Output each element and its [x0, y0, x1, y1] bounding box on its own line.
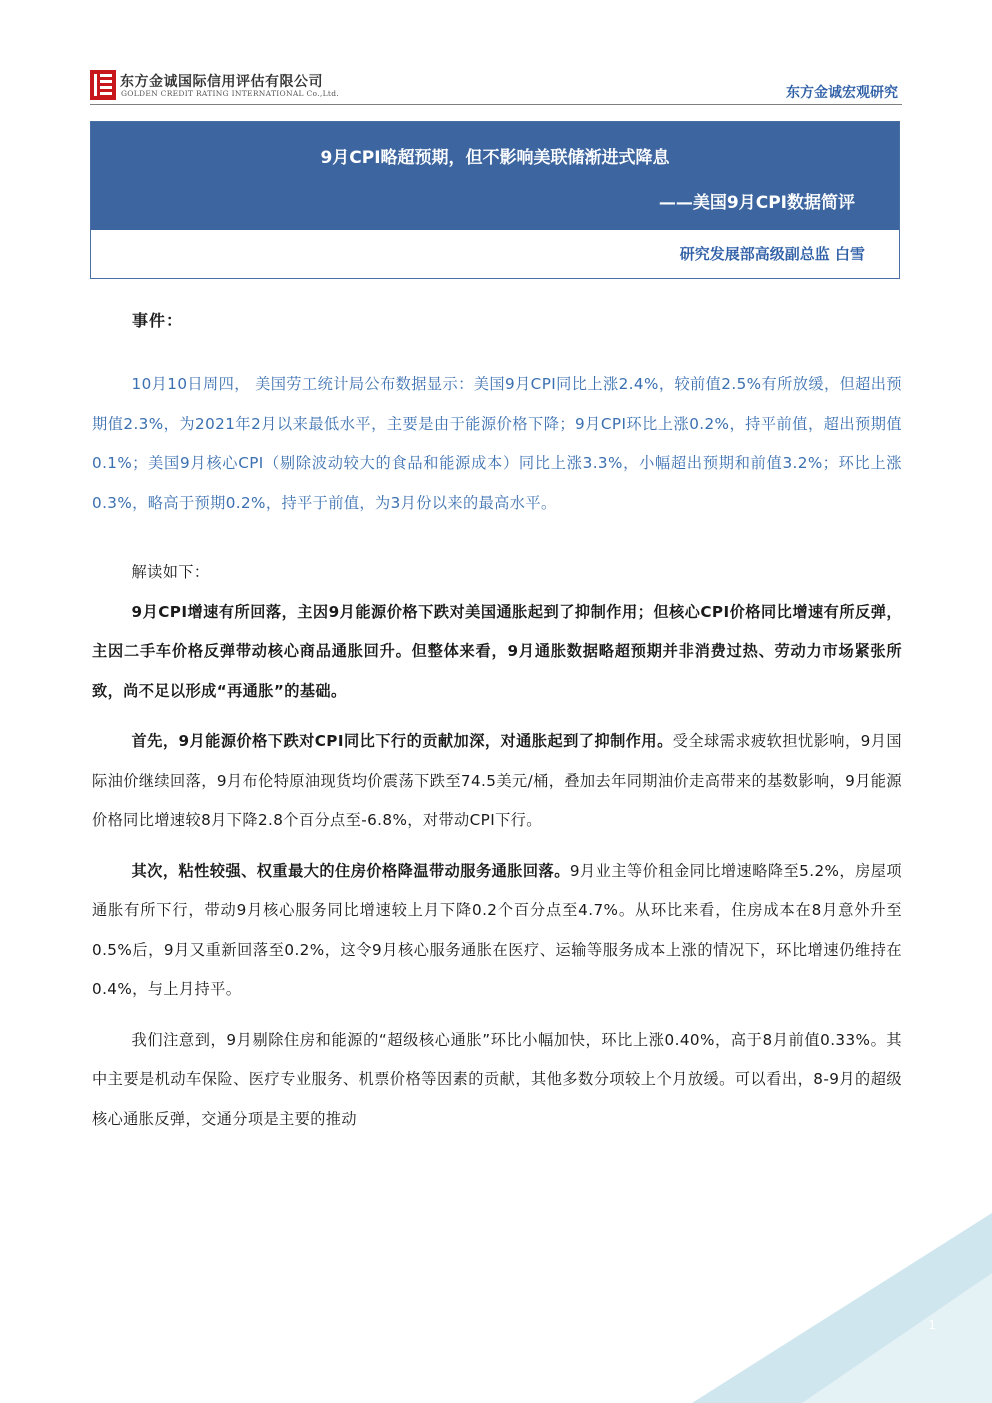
- paragraph-second-text: 9月业主等价租金同比增速略降至5.2%，房屋项通胀有所下行，带动9月核心服务同比增速较上月下降0.2个百分点至4.7%。从环比来看，住房成本在8月意外升至0.5%后，9月又重新回落至0.2%，这令9月核心服务通胀在医疗、运输等服务成本上涨的情况下，环比增速仍维持在0.4%，与上月持平。: [92, 861, 902, 998]
- logo-english-name: GOLDEN CREDIT RATING INTERNATIONAL Co.,Ltd.: [121, 89, 339, 98]
- report-body: [92, 308, 902, 1150]
- company-logo-icon: [90, 70, 116, 100]
- reading-intro: 解读如下：: [131, 563, 210, 581]
- page-number: 1: [928, 1318, 936, 1332]
- header-series-label: 东方金诚宏观研究: [786, 85, 898, 101]
- event-paragraph: 10月10日周四， 美国劳工统计局公布数据显示：美国9月CPI同比上涨2.4%，较前值2.5%有所放缓，但超出预期值2.3%，为2021年2月以来最低水平，主要是由于能源价格下降；9月CPI环比上涨0.2%，持平前值，超出预期值0.1%；美国9月核心CPI（剔除波动较大的食品和能源成本）同比上涨3.3%，小幅超出预期和前值3.2%；环比上涨0.3%，略高于预期0.2%，持平于前值，为3月份以来的最高水平。: [92, 375, 902, 512]
- paragraph-first-lead: 首先，9月能源价格下跌对CPI同比下行的贡献加深，对通胀起到了抑制作用。: [131, 732, 673, 750]
- paragraph-third: 我们注意到，9月剔除住房和能源的“超级核心通胀”环比小幅加快，环比上涨0.40%，高于8月前值0.33%。其中主要是机动车保险、医疗专业服务、机票价格等因素的贡献，其他多数分项较上个月放缓。可以看出，8-9月的超级核心通胀反弹，交通分项是主要的推动: [92, 1030, 902, 1128]
- paragraph-second: [92, 852, 902, 1010]
- report-title: 9月CPI略超预期，但不影响美联储渐进式降息: [320, 148, 670, 168]
- paragraph-second-lead: 其次，粘性较强、权重最大的住房价格降温带动服务通胀回落。: [131, 861, 570, 880]
- page-header: [90, 68, 902, 105]
- paragraph-first-text: 受全球需求疲软担忧影响，9月国际油价继续回落，9月布伦特原油现货均价震荡下跌至74.5美元/桶，叠加去年同期油价走高带来的基数影响，9月能源价格同比增速较8月下降2.8个百分点至-6.8%，对带动CPI下行。: [92, 732, 902, 829]
- report-author: 研究发展部高级副总监 白雪: [679, 245, 865, 263]
- event-heading: 事件：: [132, 311, 184, 330]
- paragraph-first: [92, 722, 902, 841]
- report-title-box: [90, 121, 900, 279]
- title-band: [91, 122, 899, 230]
- report-subtitle: ——美国9月CPI数据简评: [658, 193, 855, 213]
- corner-decoration: [692, 1213, 992, 1403]
- reading-summary: 9月CPI增速有所回落，主因9月能源价格下跌对美国通胀起到了抑制作用；但核心CPI价格同比增速有所反弹，主因二手车价格反弹带动核心商品通胀回升。但整体来看，9月通胀数据略超预期并非消费过热、劳动力市场紧张所致，尚不足以形成“再通胀”的基础。: [92, 602, 902, 700]
- logo-chinese-name: 东方金诚国际信用评估有限公司: [120, 74, 323, 90]
